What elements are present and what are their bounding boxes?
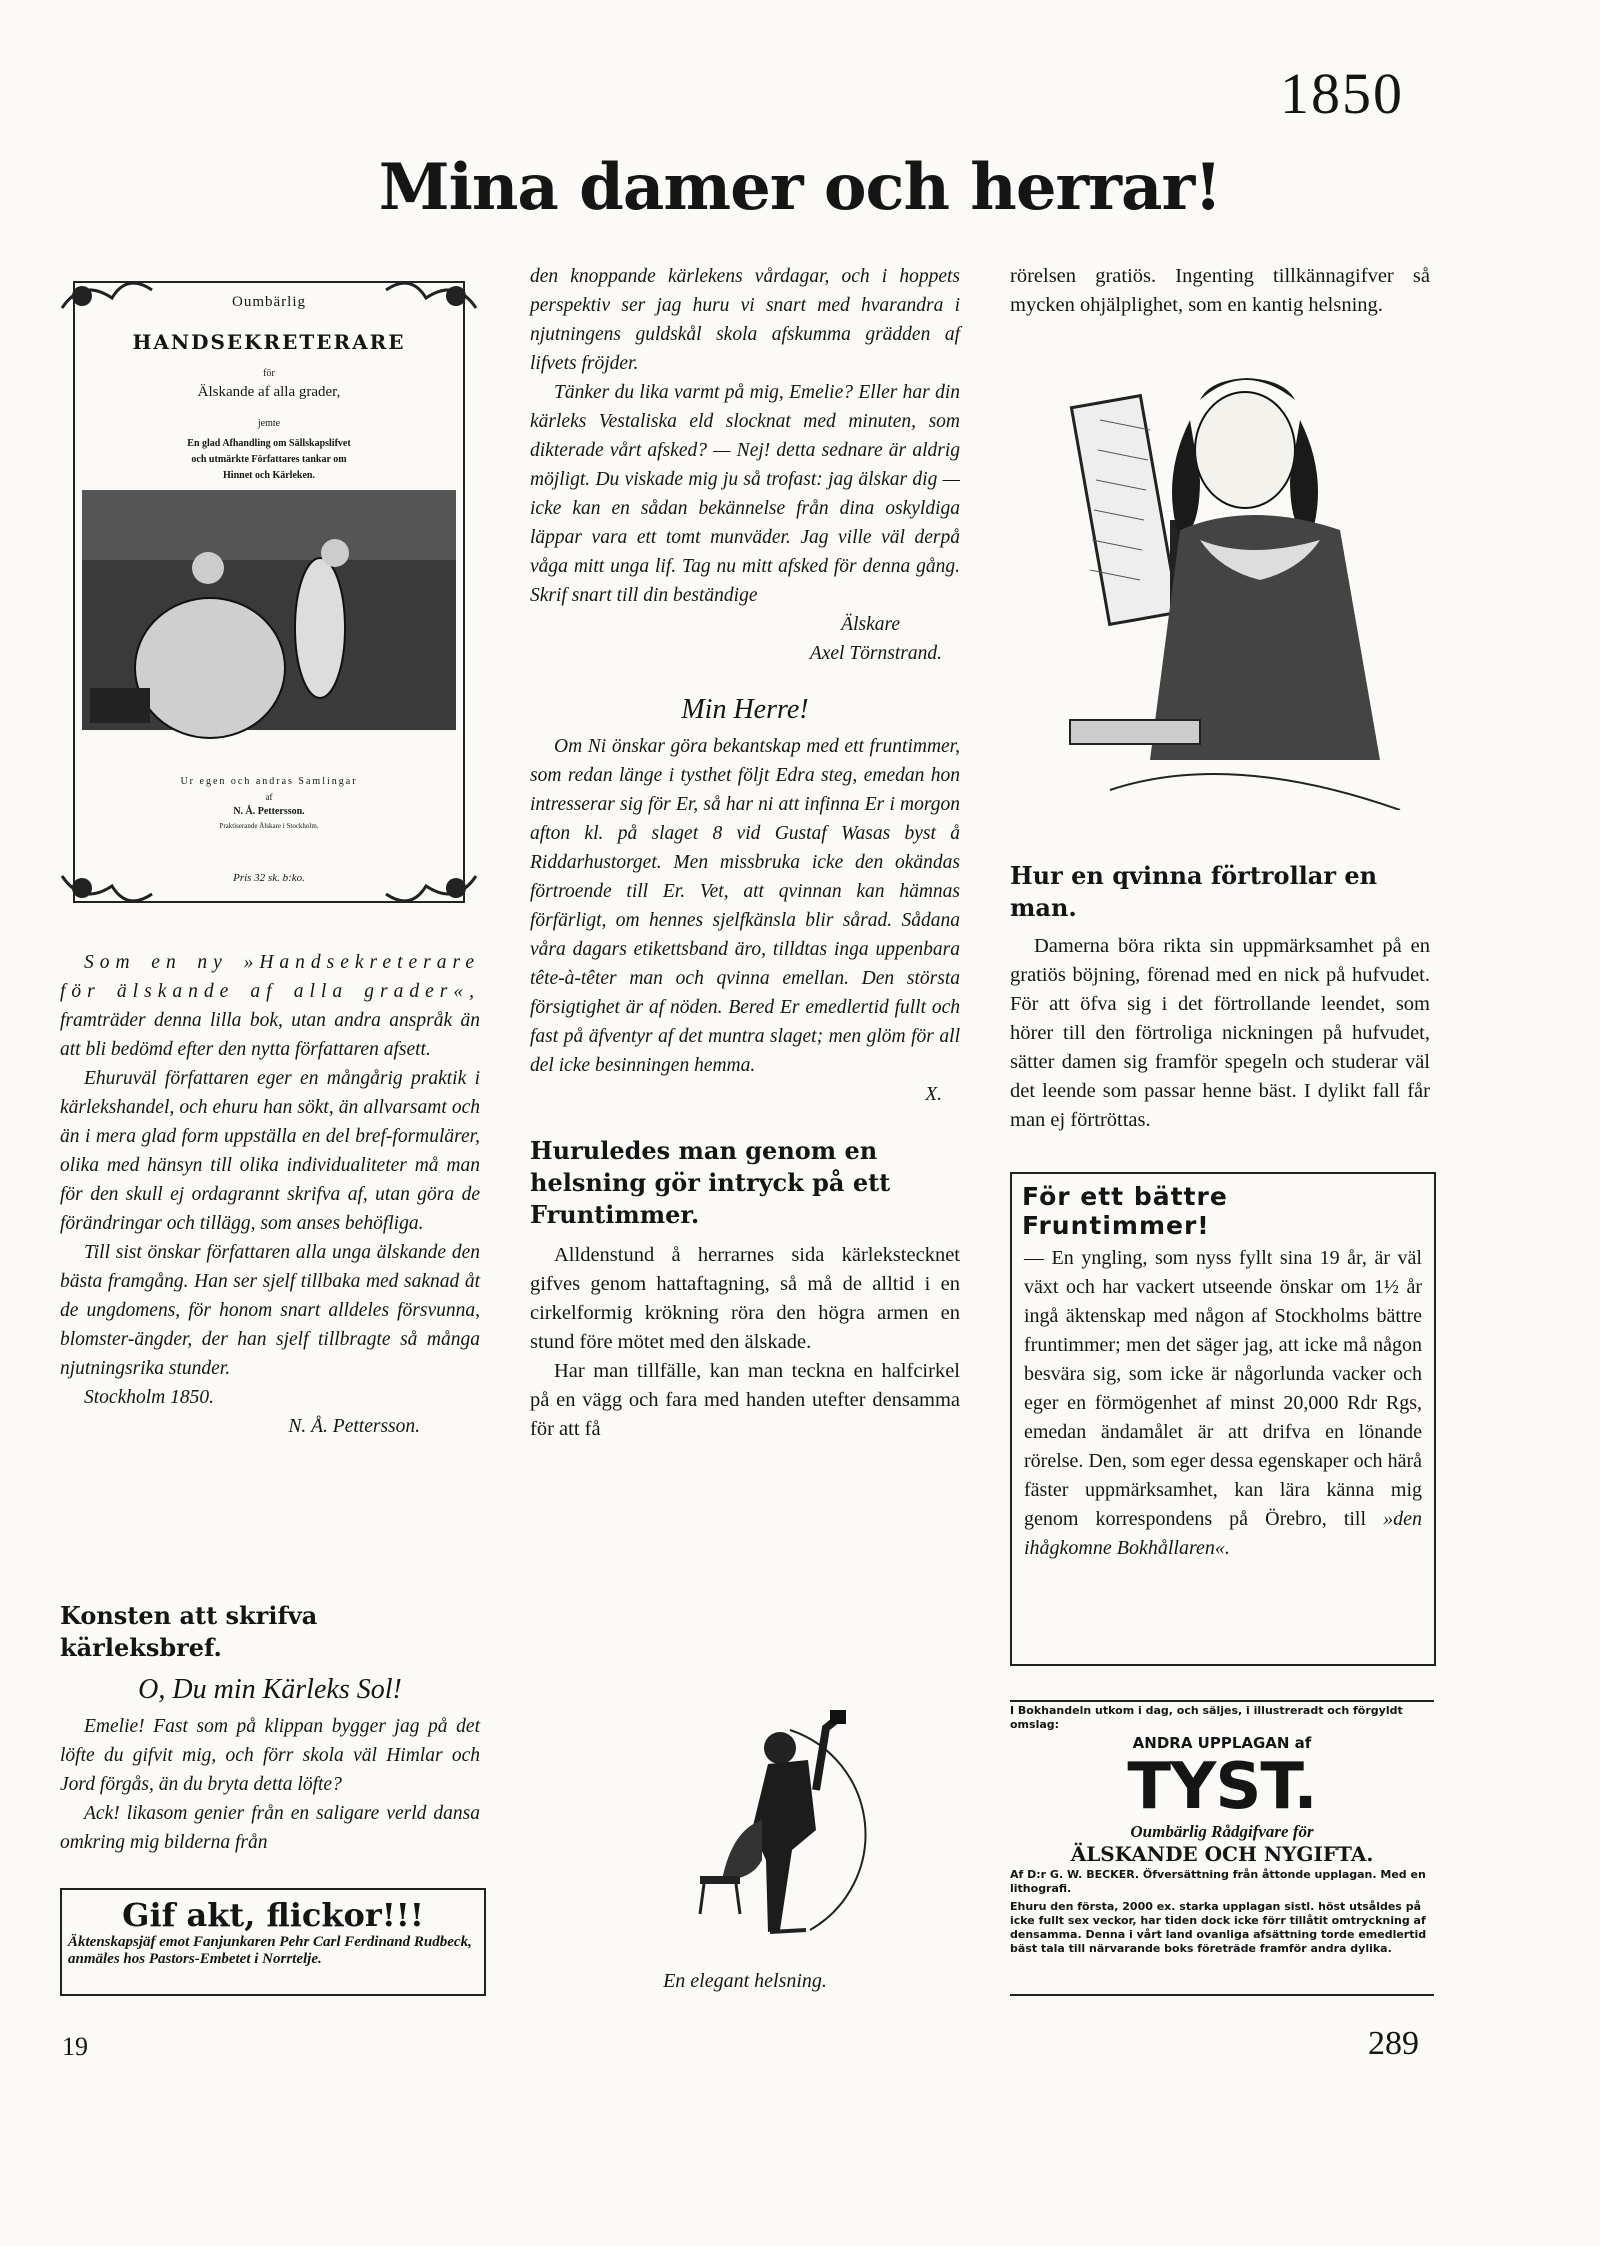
letter-section	[60, 1600, 480, 1857]
cover-line12: Praktiserande Älskare i Stockholm.	[219, 822, 319, 830]
ad-tyst-line5: Af D:r G. W. BECKER. Öfversättning från åttonde upplagan. Med en lithografi.	[1010, 1868, 1426, 1895]
greeting-para2: Har man tillfälle, kan man teckna en halfcirkel på en vägg och fara med handen utefter densamma för att få	[530, 1360, 960, 1440]
cover-line11: N. Å. Pettersson.	[233, 806, 305, 817]
intro-para2: Ehuruväl författaren eger en mångårig praktik i kärlekshandel, och ehuru han sökt, än allvarsamt och än i mera glad form uppställa en del bref-formulärer, olika med hänsyn till olika individualiteter må man för den skull ej ordagrannt skrifva af, utan göra de förändringar och tillägg, som anses behöfliga.	[60, 1068, 480, 1234]
cover-line7: och utmärkte Författares tankar om	[191, 454, 347, 465]
page-number-left: 19	[62, 2032, 88, 2061]
page-number-right: 289	[1368, 2025, 1419, 2062]
charm-section	[1010, 860, 1430, 1135]
letter2-salutation: Min Herre!	[681, 694, 809, 725]
letter-sign2: Axel Törnstrand.	[809, 643, 942, 664]
ad-tyst-line2: ANDRA UPPLAGAN af	[1132, 1734, 1312, 1752]
gentleman-illustration	[640, 1700, 880, 1960]
cover-line5: jemte	[257, 418, 281, 429]
charm-text	[1010, 932, 1430, 1135]
intro-text	[60, 948, 480, 1412]
ad-tyst-line1: I Bokhandeln utkom i dag, och säljes, i illustreradt och förgyldt omslag:	[1010, 1704, 1403, 1731]
cover-line1: Oumbärlig	[232, 294, 306, 310]
ad-fruntimmer-body-a: — En yngling, som nyss fyllt sina 19 år, är väl växt och har vackert utseende önskar om 1½ år ingå äktenskap med någon af Stockholms bättre fruntimmer; men det säger jag, att icke må någon besvära sig, som icke är någorlunda vacker och eger en förmögenhet af minst 20,000 Rdr Rgs, emedan ändamålet är att drifva en lönande rörelse. Den, som eger dessa egenskaper och härå fäster uppmärksamhet, kan lära känna mig genom korrespondens på Örebro, till	[1024, 1247, 1422, 1530]
column1	[60, 948, 480, 1441]
letter2-text	[530, 732, 960, 1080]
ad-flickor-title: Gif akt, flickor!!!	[122, 1896, 424, 1934]
ad-tyst-line3: Oumbärlig Rådgifvare för	[1130, 1822, 1314, 1841]
ad-fruntimmer-body-b: »den ihågkomne Bokhållaren«.	[1024, 1508, 1422, 1559]
intro-rest: framträder denna lilla bok, utan andra anspråk än att bli bedömd efter den nytta författaren afsett.	[60, 1010, 480, 1060]
lady-mirror-illustration	[1050, 360, 1420, 810]
cover-line4: Älskande af alla grader,	[197, 384, 341, 400]
column3	[1010, 262, 1430, 320]
greeting-heading: Huruledes man genom en helsning gör intryck på ett Fruntimmer.	[530, 1136, 891, 1229]
col3-cont: rörelsen gratiös. Ingenting tillkännagifver så mycken ohjälplighet, som en kantig helsning.	[1010, 265, 1430, 316]
cover-line8: Hinnet och Kärleken.	[223, 470, 315, 481]
cover-line3: för	[263, 368, 275, 379]
cover-price: Pris 32 sk. b:ko.	[233, 872, 305, 884]
cover-line2: HANDSEKRETERARE	[132, 330, 406, 354]
letter2-sign: X.	[925, 1084, 942, 1105]
intro-place: Stockholm 1850.	[84, 1387, 214, 1408]
letter-cont: den knoppande kärlekens vårdagar, och i hoppets perspektiv ser jag huru vi snart med hvarandra i njutningens guldskål skola afskumma grädden af lifvets fröjder.	[530, 266, 960, 374]
cover-line9: Ur egen och andras Samlingar	[180, 776, 358, 787]
page-year: 1850	[1280, 61, 1404, 126]
intro-spaced: Som en ny »Handsekreterare för älskande af alla grader«,	[60, 952, 480, 1002]
ad-flickor	[60, 1888, 486, 1996]
letter-heading: Konsten att skrifva kärleksbref.	[60, 1601, 318, 1662]
letter-continued	[530, 262, 960, 610]
greeting-para1: Alldenstund å herrarnes sida kärlekstecknet gifves genom hattaftagning, så må de alltid i en cirkelformig krökning röra den högra armen en stund före mötet med den älskade.	[530, 1244, 960, 1353]
ad-flickor-body: Äktenskapsjäf emot Fanjunkaren Pehr Carl Ferdinand Rudbeck, anmäles hos Pastors-Embetet i Norrtelje.	[68, 1934, 472, 1967]
greeting-text	[530, 1241, 960, 1444]
ad-fruntimmer	[1010, 1172, 1436, 1666]
letter-sign1: Älskare	[841, 614, 900, 635]
ad-tyst-line6: Ehuru den första, 2000 ex. starka upplagan sistl. höst utsåldes på icke fullt sex veckor, har tiden dock icke förr tillåtit omtryckning af densamma. Denna i vårt land ovanliga afsättning torde emedlertid bäst tala till närvarande boks företräde framför andra dylika.	[1010, 1900, 1427, 1955]
illustration-caption: En elegant helsning.	[663, 1970, 827, 1992]
letter2-body: Om Ni önskar göra bekantskap med ett fruntimmer, som redan länge i tysthet följt Edra steg, emedan hon intresserar sig för Er, så har ni att infinna Er i morgon afton kl. på slaget 8 vid Gustaf Wasas byst å Riddarhustorget. Men missbruka icke den okändas förtroende till Er. Vet, att qvinnan kan hämnas förfärligt, om hennes sjelfkänsla blir sårad. Sådana våra dagars etikettsband äro, tilldtas inga uppenbara tête-à-têter man och qvinna emellan. Den största försigtighet är af nöden. Bered Er emedlertid fullt och fast på äfventyr af det muntra slaget; men glöm för all del icke besinningen hemma.	[530, 736, 960, 1076]
cover-frame	[60, 268, 478, 916]
intro-para3: Till sist önskar författaren alla unga älskande den bästa framgång. Han ser sjelf tillbaka med saknad åt de ungdomens, för honom snart alldeles försvunna, blomster-ängder, der han sjelf tillbragte så många njutningsrika stunder.	[60, 1242, 480, 1379]
letter-para2: Ack! likasom genier från en saligare verld dansa omkring mig bilderna från	[60, 1803, 480, 1853]
column2	[530, 262, 960, 1444]
cover-line10: af	[265, 792, 273, 802]
ad-tyst	[1010, 1700, 1434, 1996]
book-cover	[60, 268, 478, 916]
ad-fruntimmer-title: För ett bättre Fruntimmer!	[1022, 1182, 1228, 1240]
letter-salutation: O, Du min Kärleks Sol!	[138, 1674, 402, 1705]
letter-start: Emelie! Fast som på klippan bygger jag på det löfte du gifvit mig, och förr skola väl Himlar och Jord förgås, än du bryta detta löfte?	[60, 1716, 480, 1795]
cover-line6: En glad Afhandling om Sällskapslifvet	[187, 438, 351, 449]
ad-fruntimmer-body	[1012, 1244, 1434, 1563]
letter-text	[60, 1712, 480, 1857]
charm-para: Damerna böra rikta sin uppmärksamhet på en gratiös böjning, förenad med en nick på hufvudet. För att öfva sig i det förtrollande leendet, som hörer till den förtroliga nickningen på hufvudet, sätter damen sig framför spegeln och studerar väl det leende som passar henne bäst. I dylikt fall får man ej förtröttas.	[1010, 935, 1430, 1131]
intro-signature: N. Å. Pettersson.	[288, 1416, 420, 1437]
letter-cont-p2: Tänker du lika varmt på mig, Emelie? Eller har din kärleks Vestaliska eld slocknat med minuten, som dikterade vårt afsked? — Nej! detta sednare är aldrig möjligt. Du viskade mig ju så trofast: jag älskar dig — icke kan en sådan bekännelse från dina oskyldiga läppar vara ett tomt munväder. Jag ville väl derpå våga mitt unga lif. Tag nu mitt afsked för denna gång. Skrif snart till din beständige	[530, 382, 960, 606]
page-headline: Mina damer och herrar!	[378, 150, 1222, 225]
ad-tyst-title: TYST.	[1127, 1750, 1317, 1824]
ad-tyst-line4: ÄLSKANDE OCH NYGIFTA.	[1070, 1842, 1374, 1866]
charm-heading: Hur en qvinna förtrollar en man.	[1010, 861, 1378, 922]
